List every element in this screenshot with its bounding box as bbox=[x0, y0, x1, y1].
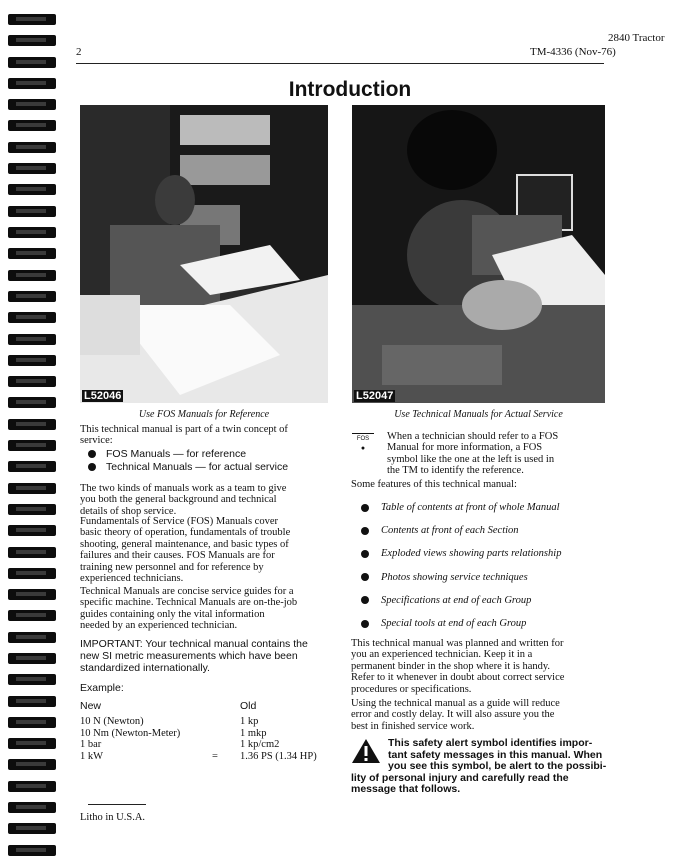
binder-ring bbox=[8, 589, 56, 600]
photo-illustration bbox=[80, 105, 328, 403]
text-line: error and costly delay. It will also assure you the bbox=[351, 709, 555, 721]
text-line: best in finished service work. bbox=[351, 720, 475, 732]
text-line: needed by an experienced technician. bbox=[80, 620, 238, 632]
page-title: Introduction bbox=[288, 78, 412, 101]
text-line: lity of personal injury and carefully read the bbox=[351, 771, 569, 784]
page-number: 2 bbox=[76, 46, 82, 58]
doc-code: TM-4336 (Nov-76) bbox=[530, 46, 616, 58]
binder-ring bbox=[8, 696, 56, 707]
binder-ring bbox=[8, 14, 56, 25]
binder-ring bbox=[8, 291, 56, 302]
table-cell-new: 10 Nm (Newton-Meter) bbox=[80, 727, 181, 739]
text-line: tant safety messages in this manual. When bbox=[388, 748, 603, 761]
feature-item bbox=[361, 548, 561, 559]
binder-rings bbox=[0, 0, 58, 855]
feature-item bbox=[361, 502, 560, 513]
feature-label: Specifications at end of each Group bbox=[381, 594, 532, 606]
binder-ring bbox=[8, 397, 56, 408]
text-line: you an experienced technician. Keep it in a bbox=[351, 649, 533, 661]
bullet-icon bbox=[361, 573, 369, 581]
text-line: new SI metric measurements which have been bbox=[80, 649, 298, 662]
text-line: you both the general background and technical bbox=[80, 494, 277, 506]
text-line: Using the technical manual as a guide will reduce bbox=[351, 698, 560, 709]
text-line: the TM to identify the reference. bbox=[387, 465, 524, 477]
bullet-icon bbox=[361, 596, 369, 604]
binder-ring bbox=[8, 738, 56, 749]
photo-fos-reference bbox=[80, 105, 328, 403]
text-line: standardized internationally. bbox=[80, 661, 210, 674]
binder-ring bbox=[8, 547, 56, 558]
binder-ring bbox=[8, 184, 56, 195]
binder-ring bbox=[8, 610, 56, 621]
binder-ring bbox=[8, 227, 56, 238]
fos-symbol-icon: FOS ● bbox=[352, 433, 374, 459]
binder-ring bbox=[8, 248, 56, 259]
text-line: permanent binder in the shop where it is handy. bbox=[351, 660, 551, 672]
text-line: you see this symbol, be alert to the possibi- bbox=[388, 760, 607, 773]
intro-line: service: bbox=[80, 435, 113, 446]
text-line: failures and their causes. FOS Manuals are for bbox=[80, 550, 275, 562]
bullet-icon bbox=[361, 620, 369, 628]
table-cell-new: 1 kW bbox=[80, 750, 104, 762]
binder-ring bbox=[8, 120, 56, 131]
feature-label: Contents at front of each Section bbox=[381, 525, 519, 537]
table-cell-new: 1 bar bbox=[80, 739, 102, 751]
text-line: basic theory of operation, fundamentals of trouble bbox=[80, 527, 291, 539]
photo-technical-service bbox=[352, 105, 605, 403]
bullet-icon bbox=[361, 550, 369, 558]
feature-item bbox=[361, 595, 531, 606]
text-line: The two kinds of manuals work as a team to give bbox=[80, 483, 287, 494]
binder-ring bbox=[8, 355, 56, 366]
photo-label: L52047 bbox=[356, 390, 394, 402]
bullet-icon bbox=[88, 463, 96, 471]
text-line: training new personnel and for reference by bbox=[80, 561, 264, 573]
text-line: This safety alert symbol identifies impor- bbox=[388, 737, 593, 749]
text-line: Manual for more information, a FOS bbox=[387, 442, 543, 454]
binder-ring bbox=[8, 35, 56, 46]
binder-ring bbox=[8, 99, 56, 110]
table-cell-old: 1 mkp bbox=[240, 727, 267, 739]
binder-ring bbox=[8, 845, 56, 856]
footer-rule bbox=[88, 804, 146, 805]
binder-ring bbox=[8, 461, 56, 472]
text-line: message that follows. bbox=[351, 783, 461, 796]
feature-item bbox=[361, 525, 519, 536]
binder-ring bbox=[8, 312, 56, 323]
features-intro: Some features of this technical manual: bbox=[351, 479, 517, 490]
table-header-new: New bbox=[80, 700, 102, 712]
intro-line: This technical manual is part of a twin concept of bbox=[80, 424, 288, 435]
binder-ring bbox=[8, 440, 56, 451]
binder-ring bbox=[8, 206, 56, 217]
binder-ring bbox=[8, 759, 56, 770]
binder-ring bbox=[8, 163, 56, 174]
fos-icon-text: FOS bbox=[356, 436, 370, 442]
binder-ring bbox=[8, 674, 56, 685]
feature-item bbox=[361, 618, 526, 629]
table-cell-new: 10 N (Newton) bbox=[80, 716, 144, 727]
photo-caption: Use Technical Manuals for Actual Service bbox=[394, 409, 563, 420]
text-line: shooting, general maintenance, and basic types of bbox=[80, 538, 289, 550]
binder-ring bbox=[8, 504, 56, 515]
binder-ring bbox=[8, 270, 56, 281]
table-cell-old: 1 kp/cm2 bbox=[240, 739, 280, 751]
example-label: Example: bbox=[80, 682, 124, 694]
photo-label: L52046 bbox=[84, 390, 122, 402]
binder-ring bbox=[8, 419, 56, 430]
safety-alert-icon bbox=[351, 738, 381, 764]
text-line: details of shop service. bbox=[80, 505, 177, 517]
text-line: Technical Manuals are concise service guides for a bbox=[80, 586, 294, 597]
feature-label: Exploded views showing parts relationship bbox=[381, 548, 562, 560]
binder-ring bbox=[8, 823, 56, 834]
binder-ring bbox=[8, 802, 56, 813]
binder-ring bbox=[8, 57, 56, 68]
text-line: procedures or specifications. bbox=[351, 683, 472, 695]
bullet-item bbox=[88, 462, 288, 474]
bullet-label: Technical Manuals — for actual service bbox=[106, 461, 289, 473]
binder-ring bbox=[8, 483, 56, 494]
feature-item bbox=[361, 572, 528, 583]
tractor-model: 2840 Tractor bbox=[608, 32, 665, 44]
photo-caption: Use FOS Manuals for Reference bbox=[138, 409, 270, 420]
feature-label: Photos showing service techniques bbox=[381, 571, 528, 583]
text-line: Fundamentals of Service (FOS) Manuals cover bbox=[80, 516, 278, 527]
binder-ring bbox=[8, 525, 56, 536]
bullet-item bbox=[88, 449, 246, 461]
binder-ring bbox=[8, 376, 56, 387]
table-cell-old: 1 kp bbox=[240, 716, 259, 727]
text-line: symbol like the one at the left is used in bbox=[387, 453, 555, 465]
photo-illustration bbox=[352, 105, 605, 403]
binder-ring bbox=[8, 142, 56, 153]
feature-label: Special tools at end of each Group bbox=[381, 618, 527, 629]
text-line: guides containing only the vital information bbox=[80, 608, 265, 620]
binder-ring bbox=[8, 78, 56, 89]
text-line: Refer to it whenever in doubt about correct service bbox=[351, 672, 565, 684]
litho-footer: Litho in U.S.A. bbox=[80, 812, 146, 823]
binder-ring bbox=[8, 334, 56, 345]
table-cell-sym: = bbox=[212, 750, 218, 762]
binder-ring bbox=[8, 781, 56, 792]
bullet-icon bbox=[361, 504, 369, 512]
manual-page bbox=[62, 0, 692, 855]
table-cell-old: 1.36 PS (1.34 HP) bbox=[240, 750, 317, 762]
header-rule bbox=[76, 63, 604, 64]
text-line: This technical manual was planned and written for bbox=[351, 638, 564, 649]
binder-ring bbox=[8, 632, 56, 643]
binder-ring bbox=[8, 653, 56, 664]
table-header-old: Old bbox=[240, 700, 257, 712]
feature-label: Table of contents at front of whole Manual bbox=[381, 502, 560, 513]
bullet-icon bbox=[361, 527, 369, 535]
binder-ring bbox=[8, 717, 56, 728]
text-line: specific machine. Technical Manuals are on-the-job bbox=[80, 597, 298, 609]
text-line: IMPORTANT: Your technical manual contains the bbox=[80, 638, 308, 650]
bullet-label: FOS Manuals — for reference bbox=[106, 448, 247, 460]
binder-ring bbox=[8, 568, 56, 579]
bullet-icon bbox=[88, 450, 96, 458]
text-line: experienced technicians. bbox=[80, 573, 184, 584]
text-line: When a technician should refer to a FOS bbox=[387, 431, 559, 442]
